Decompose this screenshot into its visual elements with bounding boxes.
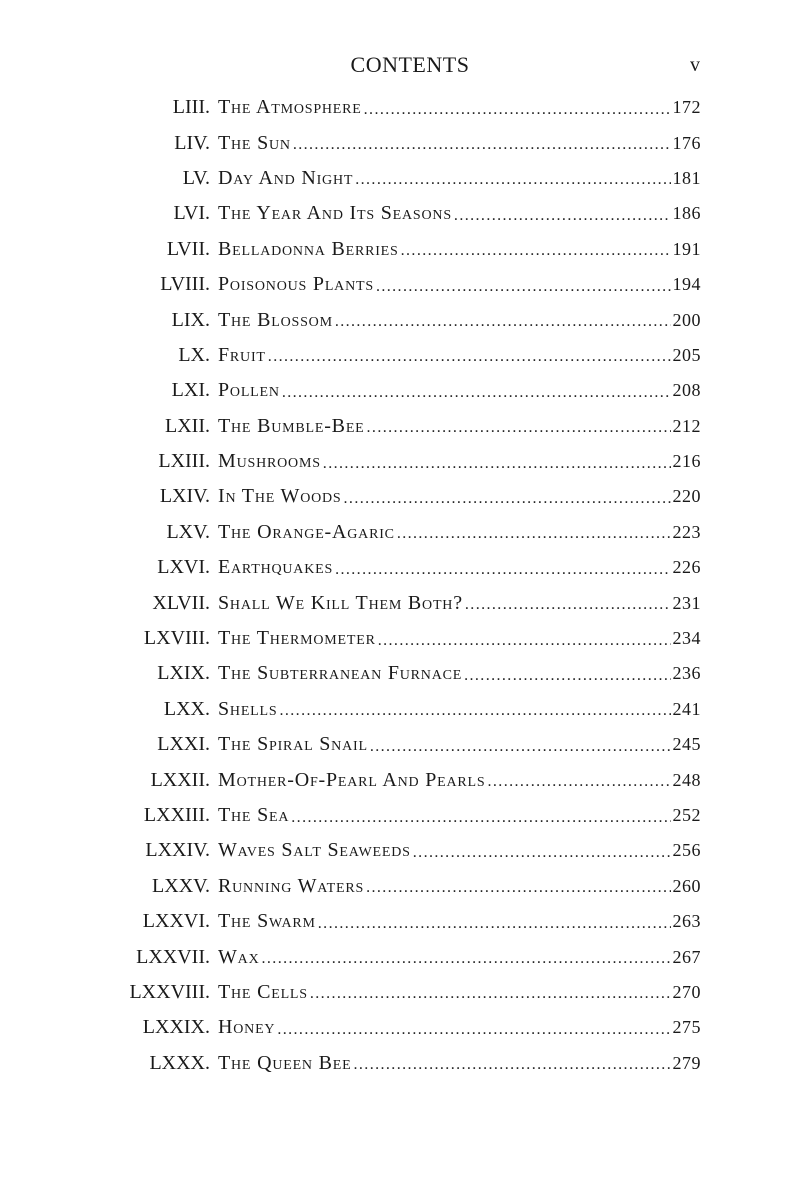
chapter-page: 186 xyxy=(672,203,701,224)
chapter-title: The Atmosphere xyxy=(218,96,362,119)
chapter-page: 234 xyxy=(672,628,701,649)
chapter-title: The Bumble-Bee xyxy=(218,414,365,437)
chapter-page: 252 xyxy=(672,805,701,825)
toc-entry xyxy=(0,444,800,479)
dot-leader xyxy=(262,950,671,968)
chapter-number: LIX. xyxy=(171,308,210,331)
dot-leader xyxy=(376,278,671,296)
chapter-page: 245 xyxy=(672,734,701,755)
toc-entry xyxy=(0,90,800,125)
toc-entry xyxy=(0,373,800,408)
chapter-title: The Subterranean Furnace xyxy=(218,662,463,685)
chapter-number: LXXIII. xyxy=(143,804,210,826)
toc-entry xyxy=(0,869,800,904)
toc-entry xyxy=(0,798,800,833)
dot-leader xyxy=(354,1056,671,1074)
dot-leader xyxy=(413,844,671,862)
chapter-page: 275 xyxy=(672,1017,701,1038)
toc-entry xyxy=(0,550,800,585)
chapter-title: Waves Salt Seaweeds xyxy=(218,839,411,862)
page-number: v xyxy=(690,54,700,76)
chapter-title: Poisonous Plants xyxy=(218,273,374,296)
toc-entry xyxy=(0,515,800,550)
chapter-number: LVI. xyxy=(173,202,210,225)
chapter-title: Day And Night xyxy=(218,166,354,189)
chapter-number: LXVI. xyxy=(157,556,210,579)
chapter-number: LIV. xyxy=(174,131,210,154)
toc-entry xyxy=(0,267,800,302)
table-of-contents xyxy=(0,90,800,1081)
toc-entry xyxy=(0,479,800,514)
chapter-page: 181 xyxy=(672,167,701,188)
chapter-number: LXIX. xyxy=(157,662,210,685)
chapter-page: 260 xyxy=(672,875,701,896)
toc-entry xyxy=(0,727,800,762)
chapter-page: 270 xyxy=(672,981,701,1002)
chapter-page: 208 xyxy=(672,380,701,401)
chapter-page: 248 xyxy=(672,769,701,790)
chapter-number: LXV. xyxy=(166,520,210,543)
page-header xyxy=(0,52,800,82)
chapter-page: 263 xyxy=(672,911,701,932)
chapter-number: LXXVII. xyxy=(136,945,210,968)
toc-entry xyxy=(0,975,800,1010)
chapter-page: 200 xyxy=(672,309,701,330)
dot-leader xyxy=(318,915,671,933)
toc-entry xyxy=(0,232,800,267)
dot-leader xyxy=(279,702,670,720)
chapter-page: 220 xyxy=(672,486,701,507)
dot-leader xyxy=(344,490,671,508)
toc-entry xyxy=(0,1046,800,1081)
dot-leader xyxy=(366,879,670,897)
chapter-page: 216 xyxy=(672,451,701,472)
toc-entry xyxy=(0,621,800,656)
dot-leader xyxy=(268,348,671,366)
dot-leader xyxy=(355,171,670,189)
dot-leader xyxy=(367,419,671,437)
chapter-number: LVII. xyxy=(166,237,210,260)
chapter-number: LXII. xyxy=(165,414,210,437)
chapter-number: LXXVIII. xyxy=(129,980,210,1003)
chapter-title: Wax xyxy=(218,945,260,968)
dot-leader xyxy=(464,667,670,685)
chapter-number: LXX. xyxy=(163,697,210,720)
chapter-page: 256 xyxy=(672,840,701,861)
chapter-title: Fruit xyxy=(218,343,266,366)
chapter-title: The Thermometer xyxy=(218,627,376,650)
chapter-number: LIII. xyxy=(172,96,210,119)
dot-leader xyxy=(397,525,671,543)
toc-entry xyxy=(0,302,800,337)
chapter-page: 194 xyxy=(672,274,701,295)
dot-leader xyxy=(454,207,671,225)
toc-entry xyxy=(0,161,800,196)
chapter-number: LXIV. xyxy=(159,485,210,508)
toc-entry xyxy=(0,939,800,974)
chapter-number: LXXI. xyxy=(157,733,210,756)
chapter-number: LXXIV. xyxy=(145,839,210,862)
dot-leader xyxy=(291,809,670,827)
chapter-title: Honey xyxy=(218,1016,276,1039)
chapter-number: XLVII. xyxy=(152,591,210,614)
chapter-number: LX. xyxy=(178,343,210,366)
dot-leader xyxy=(335,561,670,579)
dot-leader xyxy=(293,136,671,154)
dot-leader xyxy=(277,1021,670,1039)
toc-entry xyxy=(0,125,800,160)
dot-leader xyxy=(323,455,671,473)
chapter-number: LXXIX. xyxy=(142,1016,210,1039)
chapter-page: 241 xyxy=(672,698,701,719)
chapter-number: LXXII. xyxy=(150,768,210,791)
toc-entry xyxy=(0,692,800,727)
dot-leader xyxy=(378,632,671,650)
chapter-number: LXXX. xyxy=(149,1051,210,1074)
chapter-page: 205 xyxy=(672,344,701,365)
chapter-page: 231 xyxy=(672,592,701,613)
chapter-page: 223 xyxy=(672,521,701,542)
chapter-title: In The Woods xyxy=(218,485,342,508)
chapter-page: 236 xyxy=(672,663,701,684)
dot-leader xyxy=(335,313,671,331)
chapter-title: Pollen xyxy=(218,379,280,402)
chapter-title: The Blossom xyxy=(218,308,333,331)
chapter-title: Shall We Kill Them Both? xyxy=(218,591,463,614)
dot-leader xyxy=(364,101,671,119)
chapter-title: Mother-Of-Pearl And Pearls xyxy=(218,768,486,791)
chapter-title: The Sea xyxy=(218,804,290,826)
chapter-page: 191 xyxy=(672,238,701,259)
chapter-number: LV. xyxy=(182,166,210,189)
chapter-title: The Swarm xyxy=(218,910,316,933)
chapter-title: Belladonna Berries xyxy=(218,237,399,260)
chapter-title: Earthquakes xyxy=(218,556,334,579)
chapter-number: LVIII. xyxy=(160,273,210,296)
running-title: CONTENTS xyxy=(350,52,470,77)
chapter-number: LXI. xyxy=(171,379,210,402)
dot-leader xyxy=(488,773,671,791)
chapter-title: Running Waters xyxy=(218,874,365,897)
toc-entry xyxy=(0,833,800,868)
chapter-page: 176 xyxy=(672,132,701,153)
chapter-title: The Sun xyxy=(218,131,291,154)
chapter-title: Shells xyxy=(218,697,278,720)
chapter-title: The Spiral Snail xyxy=(218,733,368,756)
toc-entry xyxy=(0,196,800,231)
chapter-number: LXIII. xyxy=(158,450,210,473)
chapter-title: The Orange-Agaric xyxy=(218,520,395,543)
chapter-title: Mushrooms xyxy=(218,450,321,473)
toc-entry xyxy=(0,409,800,444)
chapter-number: LXXVI. xyxy=(142,910,210,933)
chapter-number: LXXV. xyxy=(152,874,210,897)
chapter-page: 226 xyxy=(672,557,701,578)
dot-leader xyxy=(401,242,671,260)
dot-leader xyxy=(310,985,671,1003)
chapter-title: The Cells xyxy=(218,980,308,1003)
toc-entry xyxy=(0,762,800,797)
toc-entry xyxy=(0,338,800,373)
dot-leader xyxy=(465,596,671,614)
toc-entry xyxy=(0,585,800,620)
chapter-title: The Queen Bee xyxy=(218,1051,352,1074)
dot-leader xyxy=(370,738,671,756)
chapter-title: The Year And Its Seasons xyxy=(218,202,452,225)
toc-entry xyxy=(0,656,800,691)
chapter-page: 212 xyxy=(672,415,701,436)
chapter-page: 267 xyxy=(672,946,701,967)
chapter-number: LXVIII. xyxy=(143,627,210,650)
toc-entry xyxy=(0,904,800,939)
chapter-page: 172 xyxy=(672,97,701,118)
toc-entry xyxy=(0,1010,800,1045)
chapter-page: 279 xyxy=(672,1052,701,1073)
dot-leader xyxy=(282,384,671,402)
